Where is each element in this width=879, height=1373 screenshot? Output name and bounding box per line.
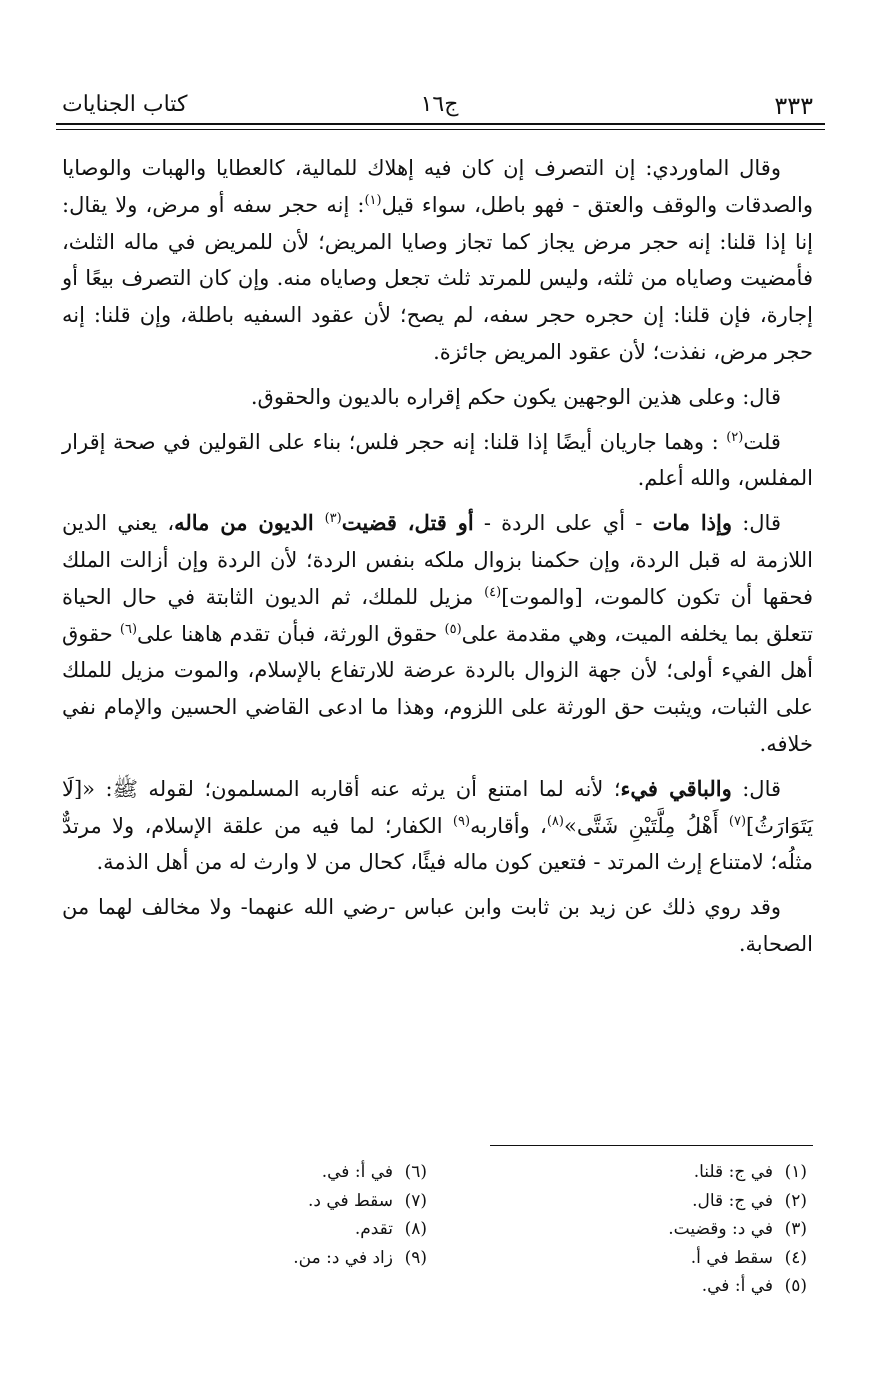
paragraph: وقال الماوردي: إن التصرف إن كان فيه إهلاك للمالية، كالعطايا والهبات والوصايا والصدقات والوقف والعتق - فهو باطل، سواء قيل$^{(١)}$: إنه حجر سفه أو مرض، ولا يقال: إنا إذا قلنا: إنه حجر مرض يجاز كما تجاز وصايا المريض؛ لأن للمريض في ماله الثلث، فأمضيت وصاياه من ثلثه، وليس للمرتد ثلث تجعل وصاياه منه. وإن كان التصرف بيعًا أو إجارة، فإن قلنا: إن حجره حجر سفه، لم يصح؛ لأن عقود السفيه باطلة، وإن قلنا: إنه حجر مرض، نفذت؛ لأن عقود المريض جائزة. [62, 156, 813, 364]
paragraph: قال: والباقي فيء؛ لأنه لما امتنع أن يرثه عنه أقاربه المسلمون؛ لقوله ﷺ: «[لَا يَتَوَارَثُ]$^{(٧)}$ أَهْلُ مِلَّتَيْنِ شَتَّى»$^{(٨)}$، وأقاربه$^{(٩)}$ الكفار؛ لما فيه من علقة الإسلام، ولا مرتدٌّ مثلُه؛ لامتناع إرث المرتد - فتعين كون ماله فيئًا، كحال من لا وارث له من أهل الذمة. [62, 775, 813, 875]
footnote: (٢)في ج: قال. [692, 1190, 807, 1211]
footnote: (٩)زاد في د: من. [293, 1247, 427, 1268]
footnote-ref: (٩) [452, 813, 471, 829]
footnote: (٧)سقط في د. [307, 1190, 427, 1211]
footnotes-left-column [293, 1158, 427, 1272]
page-header [62, 92, 817, 120]
footnote-ref: (١) [364, 192, 382, 208]
matn-text: وإذا مات [652, 510, 732, 536]
matn-text: والباقي فيء [620, 775, 732, 801]
header-rule-thick [56, 123, 825, 125]
paragraph: وقد روي ذلك عن زيد بن ثابت وابن عباس -رضي الله عنهما- ولا مخالف لهما من الصحابة. [62, 895, 813, 956]
footnote-ref: (٤) [484, 584, 502, 600]
footnote: (٥)في أ: في. [701, 1276, 807, 1296]
footnote-ref: (٨) [546, 813, 564, 829]
main-text [62, 150, 813, 971]
page-number: ٣٣٣ [774, 92, 813, 120]
volume-label: ج١٦ [420, 92, 459, 117]
matn-text: أو قتل، قضيت [341, 510, 474, 536]
paragraph: قلت$^{(٢)}$ : وهما جاريان أيضًا إذا قلنا: إنه حجر فلس؛ بناء على القولين في صحة إقرار المفلس، والله أعلم. [62, 429, 813, 491]
book-title: كتاب الجنايات [62, 92, 188, 117]
header-rule-thin [56, 129, 825, 130]
footnote: (٤)سقط في أ. [690, 1247, 807, 1268]
footnote-ref: (٧) [728, 813, 747, 829]
footnote-ref: (٢) [726, 429, 744, 445]
footnote: (٣)في د: وقضيت. [668, 1219, 807, 1239]
footnotes-right-column [668, 1158, 807, 1301]
footnote: (٦)في أ: في. [321, 1162, 427, 1182]
footnote-ref: (٣) [324, 511, 342, 527]
footnote: (١)في ج: قلنا. [693, 1162, 807, 1182]
footnote-separator [490, 1145, 813, 1146]
matn-text: الديون من ماله [174, 510, 325, 536]
footnote: (٨)تقدم. [354, 1219, 427, 1239]
paragraph: قال: وعلى هذين الوجهين يكون حكم إقراره بالديون والحقوق. [250, 384, 781, 409]
footnote-ref: (٥) [444, 621, 462, 637]
footnote-ref: (٦) [119, 621, 138, 637]
paragraph: قال: وإذا مات - أي على الردة - أو قتل، قضيت$^{(٣)}$ الديون من ماله، يعني الدين اللازمة له قبل الردة، وإن حكمنا بزوال ملكه بنفس الردة؛ لأن الردة وإن أزالت الملك فحقها أن تكون كالموت، [والموت]$^{(٤)}$ مزيل للملك، ثم الديون الثابتة في حال الحياة تتعلق بما يخلفه الميت، وهي مقدمة على$^{(٥)}$ حقوق الورثة، فبأن تقدم هاهنا على$^{(٦)}$ حقوق أهل الفيء أولى؛ لأن جهة الزوال بالردة عرضة للارتفاع بالإسلام، والموت مزيل للملك على الثبات، ويثبت حق الورثة على اللزوم، وهذا ما ادعى القاضي الحسين والإمام نفي خلافه. [62, 510, 813, 756]
